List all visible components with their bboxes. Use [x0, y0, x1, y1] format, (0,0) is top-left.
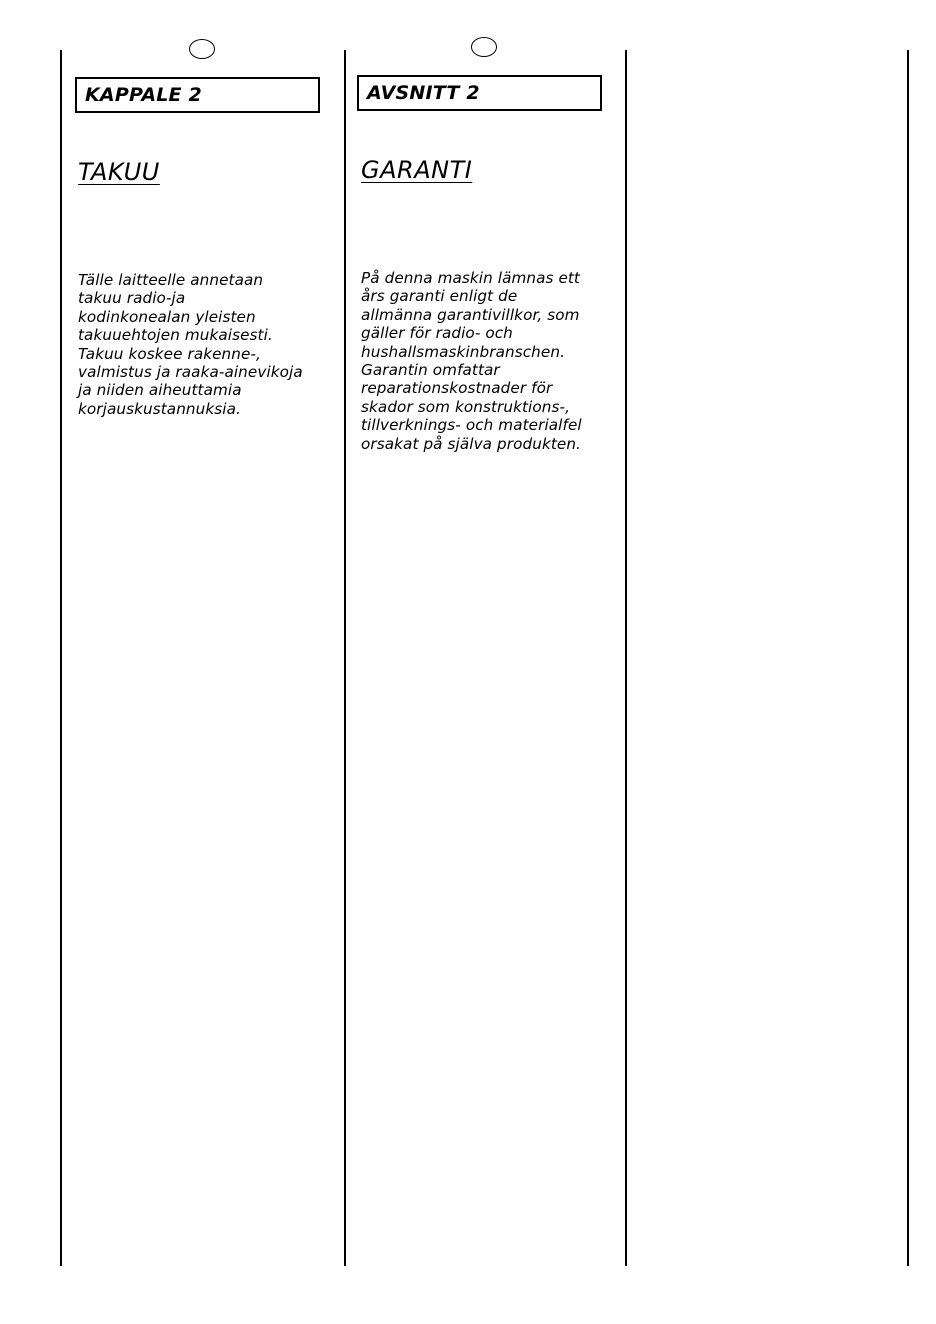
paragraph-line: tillverknings- och materialfel: [361, 416, 582, 435]
column-divider-right: [907, 50, 909, 1266]
paragraph-line: korjauskustannuksia.: [78, 399, 241, 418]
section-heading: GARANTI: [361, 156, 473, 184]
paragraph-line: takuuehtojen mukaisesti.: [78, 326, 273, 345]
section-label: AVSNITT 2: [367, 82, 480, 104]
paragraph-line: års garanti enligt de: [361, 287, 518, 306]
paragraph-line: hushallsmaskinbranschen.: [361, 342, 566, 361]
column-divider-left: [60, 50, 62, 1266]
warranty-paragraph: [361, 269, 617, 453]
column-divider-middle-left: [344, 50, 346, 1266]
paragraph-line: Tälle laitteelle annetaan: [78, 271, 264, 289]
paragraph-line: takuu radio-ja: [78, 289, 186, 308]
column-divider-middle-right: [625, 50, 627, 1266]
paragraph-line: skador som konstruktions-,: [361, 397, 571, 416]
paragraph-line: allmänna garantivillkor, som: [361, 305, 580, 324]
section-label: KAPPALE 2: [85, 84, 202, 106]
section-label-box: [75, 77, 320, 113]
language-indicator-icon: [471, 37, 497, 57]
paragraph-line: gäller för radio- och: [361, 324, 513, 343]
section-label-box: [357, 75, 602, 111]
paragraph-line: valmistus ja raaka-ainevikoja: [78, 362, 303, 381]
section-heading: TAKUU: [78, 158, 160, 186]
paragraph-line: Takuu koskee rakenne-,: [78, 344, 261, 363]
paragraph-line: ja niiden aiheuttamia: [78, 381, 242, 400]
warranty-paragraph: [78, 271, 334, 418]
paragraph-line: På denna maskin lämnas ett: [361, 269, 580, 287]
language-indicator-icon: [189, 39, 215, 59]
paragraph-line: kodinkonealan yleisten: [78, 307, 256, 326]
paragraph-line: orsakat på själva produkten.: [361, 434, 581, 453]
paragraph-line: reparationskostnader för: [361, 379, 553, 398]
paragraph-line: Garantin omfattar: [361, 360, 500, 379]
